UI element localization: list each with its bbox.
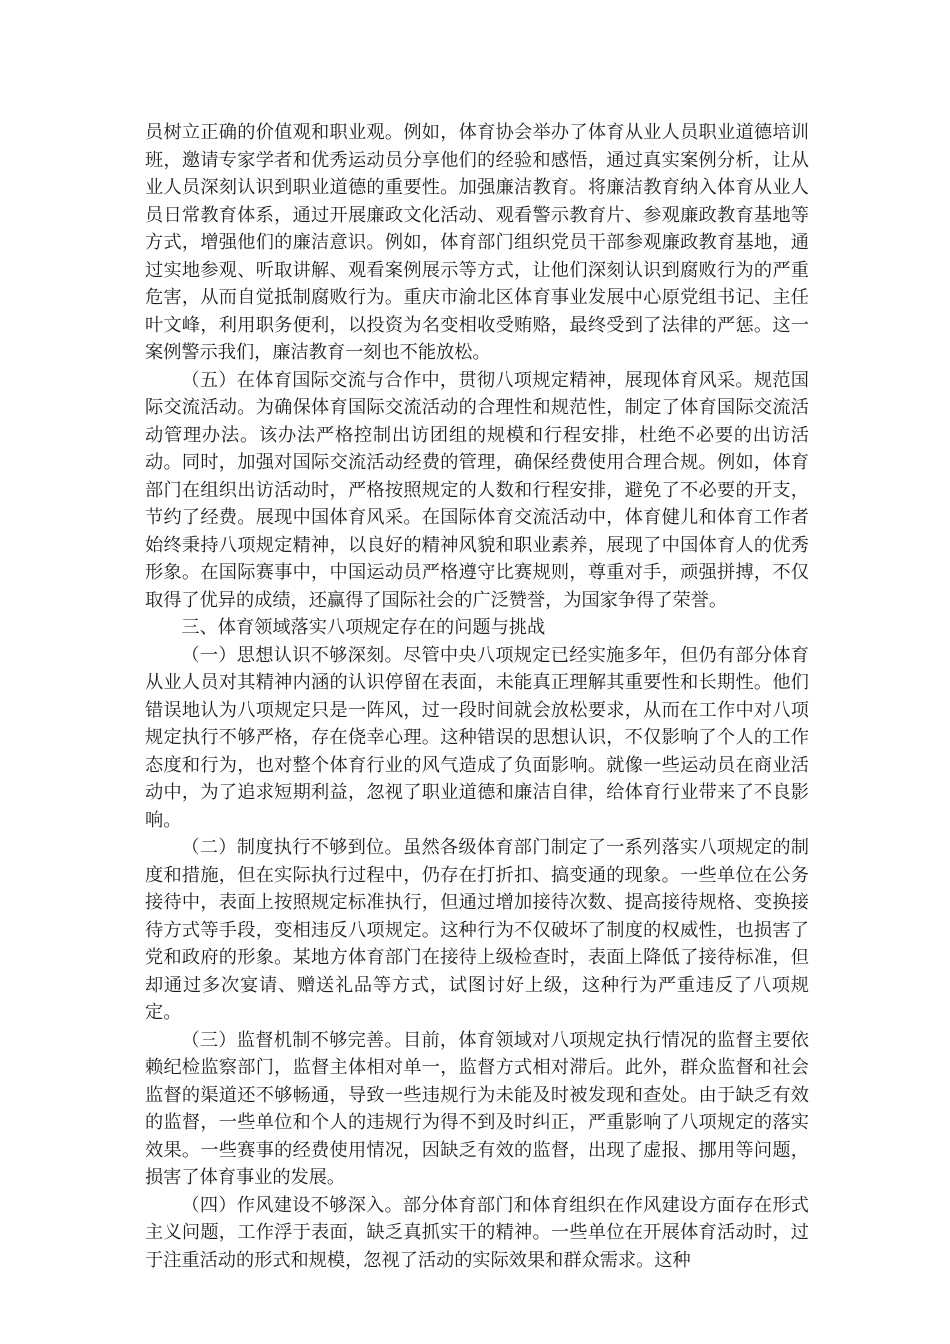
paragraph-section-five: （五）在体育国际交流与合作中，贯彻八项规定精神，展现体育风采。规范国际交流活动。为确保体育国际交流活动的合理性和规范性，制定了体育国际交流活动管理办法。该办法严格控制出访团组的规模和行程安排，杜绝不必要的出访活动。同时，加强对国际交流活动经费的管理，确保经费使用合理合规。例如，体育部门在组织出访活动时，严格按照规定的人数和行程安排，避免了不必要的开支，节约了经费。展现中国体育风采。在国际体育交流活动中，体育健儿和体育工作者始终秉持八项规定精神，以良好的精神风貌和职业素养，展现了中国体育人的优秀形象。在国际赛事中，中国运动员严格遵守比赛规则，尊重对手，顽强拼搏，不仅取得了优异的成绩，还赢得了国际社会的广泛赞誉，为国家争得了荣誉。 <box>145 369 809 611</box>
document-page <box>145 119 809 1274</box>
paragraph-continuation: 员树立正确的价值观和职业观。例如，体育协会举办了体育从业人员职业道德培训班，邀请专家学者和优秀运动员分享他们的经验和感悟，通过真实案例分析，让从业人员深刻认识到职业道德的重要性。加强廉洁教育。将廉洁教育纳入体育从业人员日常教育体系，通过开展廉政文化活动、观看警示教育片、参观廉政教育基地等方式，增强他们的廉洁意识。例如，体育部门组织党员干部参观廉政教育基地，通过实地参观、听取讲解、观看案例展示等方式，让他们深刻认识到腐败行为的严重危害，从而自觉抵制腐败行为。重庆市渝北区体育事业发展中心原党组书记、主任叶文峰，利用职务便利，以投资为名变相收受贿赂，最终受到了法律的严惩。这一案例警示我们，廉洁教育一刻也不能放松。 <box>145 122 809 363</box>
section-heading-three: 三、体育领域落实八项规定存在的问题与挑战 <box>181 617 546 638</box>
paragraph-problem-one: （一）思想认识不够深刻。尽管中央八项规定已经实施多年，但仍有部分体育从业人员对其精神内涵的认识停留在表面，未能真正理解其重要性和长期性。他们错误地认为八项规定只是一阵风，过一段时间就会放松要求，从而在工作中对八项规定执行不够严格，存在侥幸心理。这种错误的思想认识，不仅影响了个人的工作态度和行为，也对整个体育行业的风气造成了负面影响。就像一些运动员在商业活动中，为了追求短期利益，忽视了职业道德和廉洁自律，给体育行业带来了不良影响。 <box>145 644 809 831</box>
paragraph-problem-four: （四）作风建设不够深入。部分体育部门和体育组织在作风建设方面存在形式主义问题，工作浮于表面，缺乏真抓实干的精神。一些单位在开展体育活动时，过于注重活动的形式和规模，忽视了活动的实际效果和群众需求。这种 <box>145 1194 809 1271</box>
paragraph-problem-two: （二）制度执行不够到位。虽然各级体育部门制定了一系列落实八项规定的制度和措施，但在实际执行过程中，仍存在打折扣、搞变通的现象。一些单位在公务接待中，表面上按照规定标准执行，但通过增加接待次数、提高接待规格、变换接待方式等手段，变相违反八项规定。这种行为不仅破坏了制度的权威性，也损害了党和政府的形象。某地方体育部门在接待上级检查时，表面上降低了接待标准，但却通过多次宴请、赠送礼品等方式，试图讨好上级，这种行为严重违反了八项规定。 <box>145 837 809 1023</box>
paragraph-problem-three: （三）监督机制不够完善。目前，体育领域对八项规定执行情况的监督主要依赖纪检监察部门，监督主体相对单一，监督方式相对滞后。此外，群众监督和社会监督的渠道还不够畅通，导致一些违规行为未能及时被发现和查处。由于缺乏有效的监督，一些单位和个人的违规行为得不到及时纠正，严重影响了八项规定的落实效果。一些赛事的经费使用情况，因缺乏有效的监督，出现了虚报、挪用等问题，损害了体育事业的发展。 <box>145 1029 809 1188</box>
